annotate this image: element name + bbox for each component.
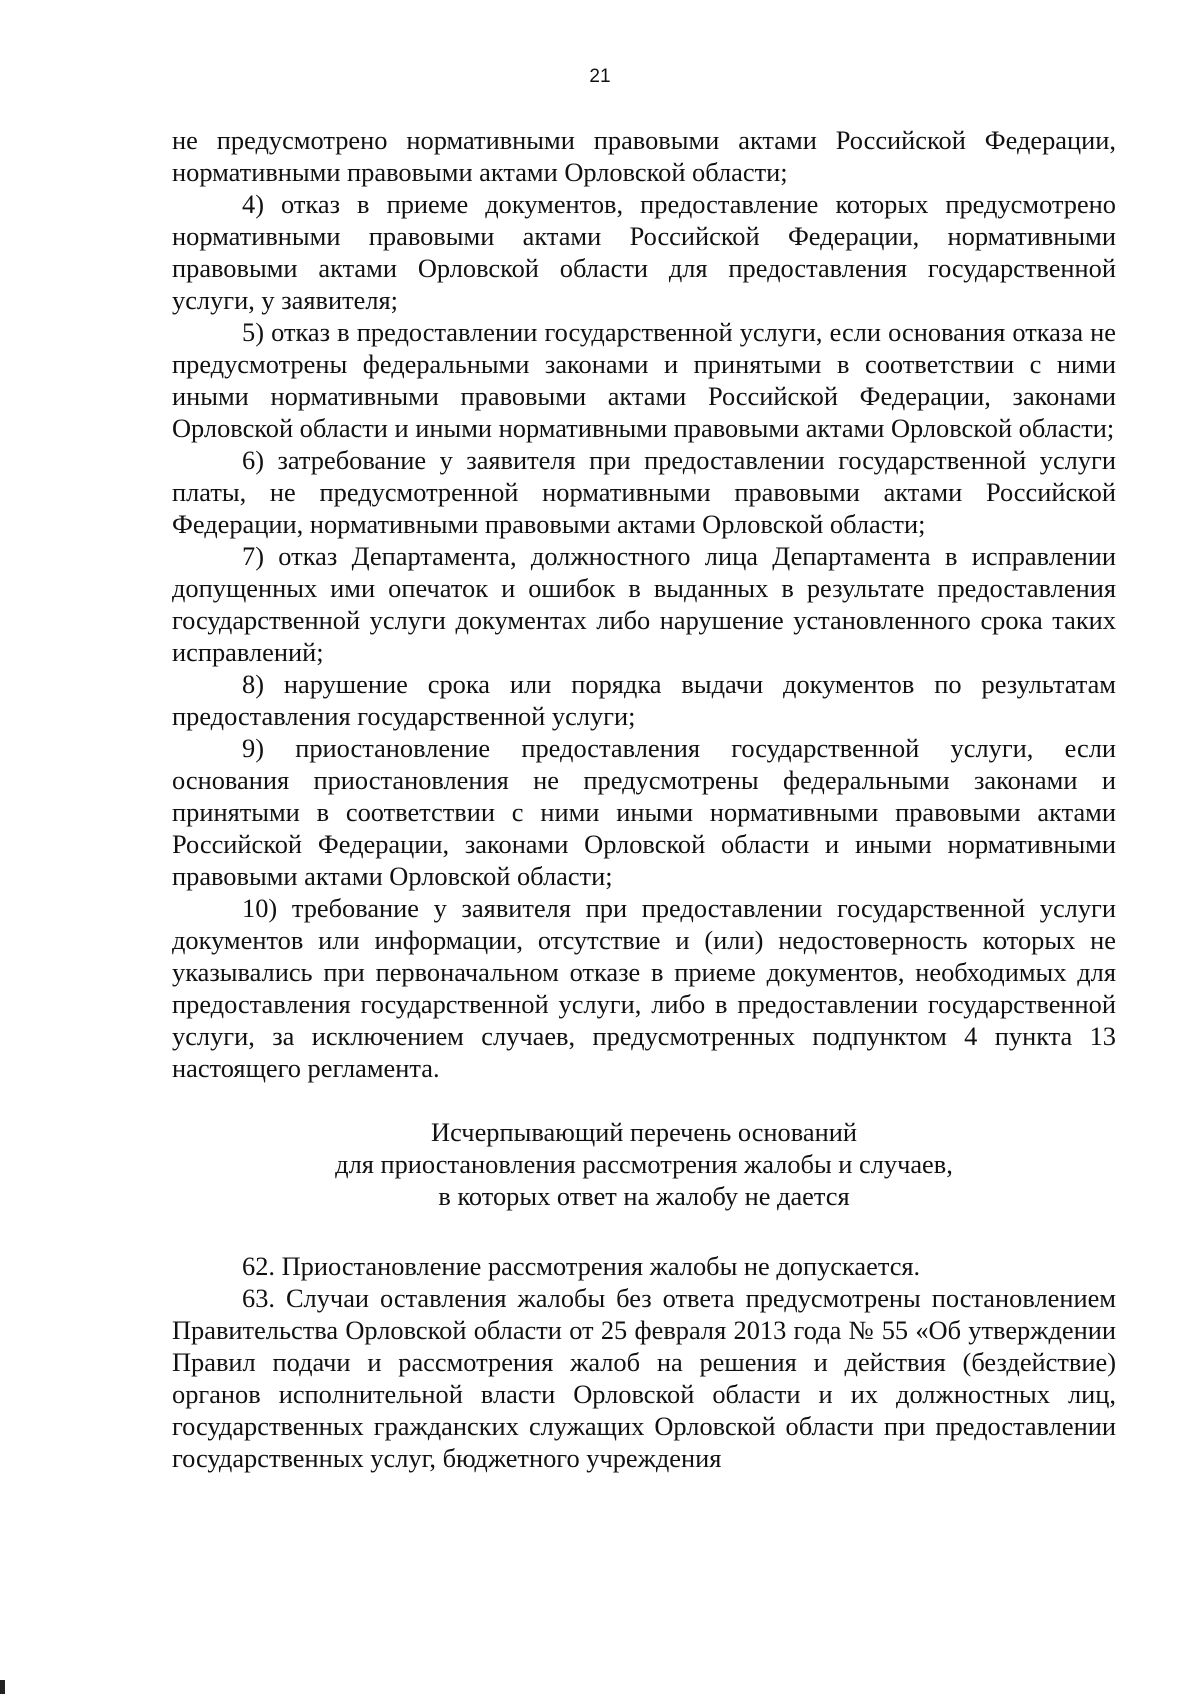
paragraph-63: 63. Случаи оставления жалобы без ответа предусмотрены постановлением Правительства Орловской области от 25 февраля 2013 года № 55 «Об утверждении Правил подачи и рассмотрения жалоб на решения и действия (бездействие) органов исполнительной власти Орловской области и их должностных лиц, государственных гражданских служащих Орловской области при предоставлении государственных услуг, бюджетного учреждения <box>172 1283 1116 1473</box>
document-body <box>172 124 1116 1474</box>
page-number: 21 <box>589 66 611 87</box>
list-item-4: 4) отказ в приеме документов, предоставление которых предусмотрено нормативными правовыми актами Российской Федерации, нормативными правовыми актами Орловской области для предоставления государственной услуги, у заявителя; <box>172 189 1116 315</box>
section-heading-line-1: Исчерпывающий перечень оснований <box>431 1117 857 1147</box>
scan-edge-mark <box>0 1680 5 1694</box>
list-item-7: 7) отказ Департамента, должностного лица Департамента в исправлении допущенных ими опечаток и ошибок в выданных в результате предоставления государственной услуги документах либо нарушение установленного срока таких исправлений; <box>172 541 1116 667</box>
paragraph-62: 62. Приостановление рассмотрения жалобы не допускается. <box>242 1251 921 1281</box>
list-item-9: 9) приостановление предоставления государственной услуги, если основания приостановления не предусмотрены федеральными законами и принятыми в соответствии с ними иными нормативными правовыми актами Российской Федерации, законами Орловской области и иными нормативными правовыми актами Орловской области; <box>172 733 1116 891</box>
list-item-10: 10) требование у заявителя при предоставлении государственной услуги документов или информации, отсутствие и (или) недостоверность которых не указывались при первоначальном отказе в приеме документов, необходимых для предоставления государственной услуги, либо в предоставлении государственной услуги, за исключением случаев, предусмотренных подпунктом 4 пункта 13 настоящего регламента. <box>172 893 1116 1083</box>
paragraph-continuation: не предусмотрено нормативными правовыми актами Российской Федерации, нормативными правовыми актами Орловской области; <box>172 125 1116 187</box>
list-item-5: 5) отказ в предоставлении государственной услуги, если основания отказа не предусмотрены федеральными законами и принятыми в соответствии с ними иными нормативными правовыми актами Российской Федерации, законами Орловской области и иными нормативными правовыми актами Орловской области; <box>172 317 1116 443</box>
section-heading <box>172 1116 1116 1212</box>
list-item-6: 6) затребование у заявителя при предоставлении государственной услуги платы, не предусмотренной нормативными правовыми актами Российской Федерации, нормативными правовыми актами Орловской области; <box>172 445 1116 539</box>
section-heading-line-3: в которых ответ на жалобу не дается <box>438 1181 850 1211</box>
section-heading-line-2: для приостановления рассмотрения жалобы и случаев, <box>335 1149 953 1179</box>
list-item-8: 8) нарушение срока или порядка выдачи документов по результатам предоставления государственной услуги; <box>172 669 1116 731</box>
